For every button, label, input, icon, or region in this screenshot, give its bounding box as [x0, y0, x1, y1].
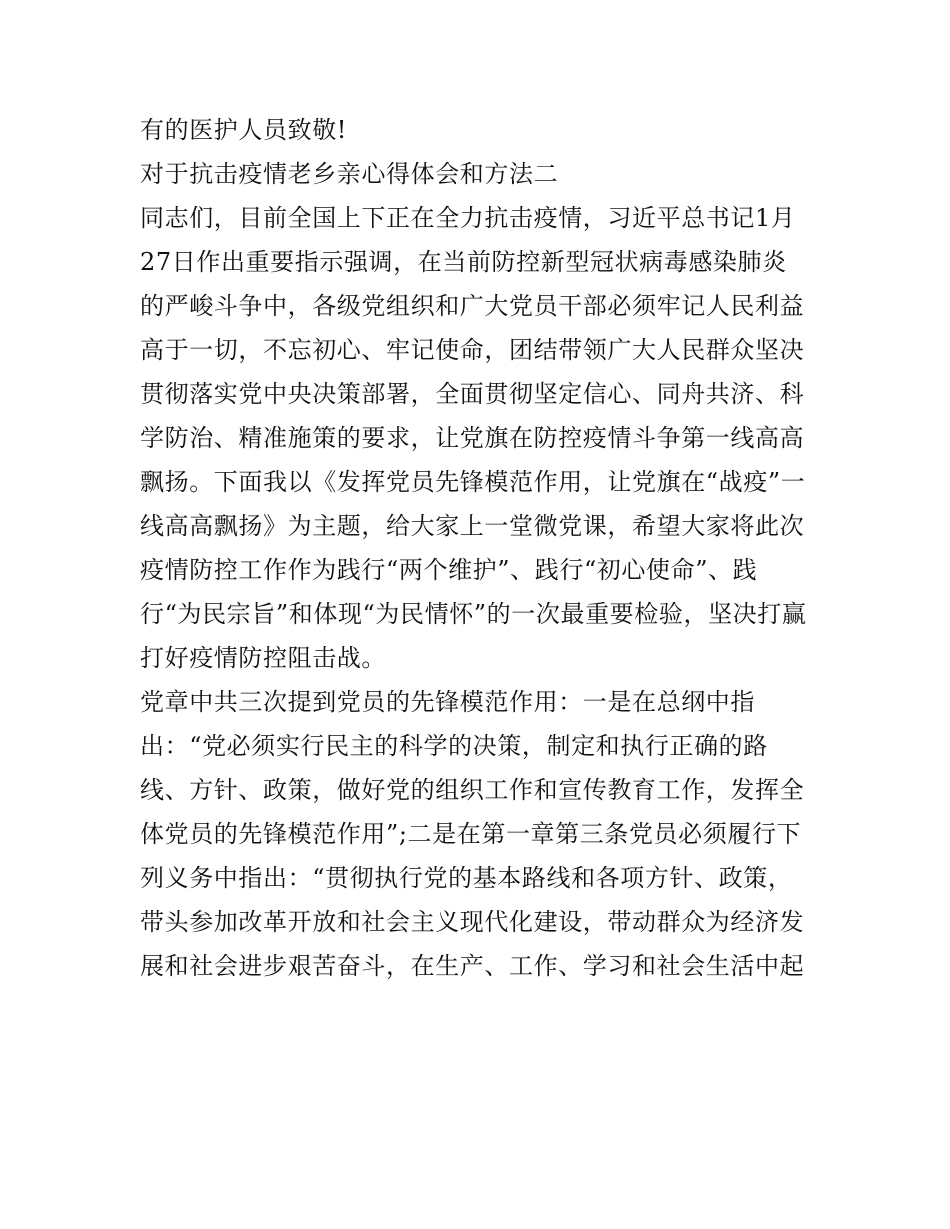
text-line: 贯彻落实党中央决策部署，全面贯彻坚定信心、同舟共济、科 [140, 380, 805, 408]
body-text [140, 108, 820, 988]
text-line: 打好疫情防控阻击战。 [140, 644, 386, 672]
text-line: 展和社会进步艰苦奋斗，在生产、工作、学习和社会生活中起 [140, 952, 805, 980]
text-line: 体党员的先锋模范作用”;二是在第一章第三条党员必须履行下 [140, 820, 802, 848]
text-line: 线、方针、政策，做好党的组织工作和宣传教育工作，发挥全 [140, 776, 805, 804]
text-line: 同志们，目前全国上下正在全力抗击疫情，习近平总书记1月 [140, 204, 796, 232]
text-line: 的严峻斗争中，各级党组织和广大党员干部必须牢记人民利益 [140, 292, 805, 320]
text-line: 行“为民宗旨”和体现“为民情怀”的一次最重要检验，坚决打赢 [140, 600, 807, 628]
text-line: 带头参加改革开放和社会主义现代化建设，带动群众为经济发 [140, 908, 805, 936]
text-line: 列义务中指出：“贯彻执行党的基本路线和各项方针、政策， [140, 864, 793, 892]
text-line: 疫情防控工作作为践行“两个维护”、践行“初心使命”、践 [140, 556, 758, 584]
text-line: 线高高飘扬》为主题，给大家上一堂微党课，希望大家将此次 [140, 512, 805, 540]
text-line: 有的医护人员致敬! [140, 116, 348, 144]
text-line: 出：“党必须实行民主的科学的决策，制定和执行正确的路 [140, 732, 768, 760]
text-line: 学防治、精准施策的要求，让党旗在防控疫情斗争第一线高高 [140, 424, 805, 452]
text-line: 飘扬。下面我以《发挥党员先锋模范作用，让党旗在“战疫”一 [140, 468, 806, 496]
text-line: 高于一切，不忘初心、牢记使命，团结带领广大人民群众坚决 [140, 336, 805, 364]
section-heading: 对于抗击疫情老乡亲心得体会和方法二 [140, 160, 559, 188]
text-line: 党章中共三次提到党员的先锋模范作用：一是在总纲中指 [140, 688, 755, 716]
text-line: 27日作出重要指示强调，在当前防控新型冠状病毒感染肺炎 [140, 248, 787, 276]
